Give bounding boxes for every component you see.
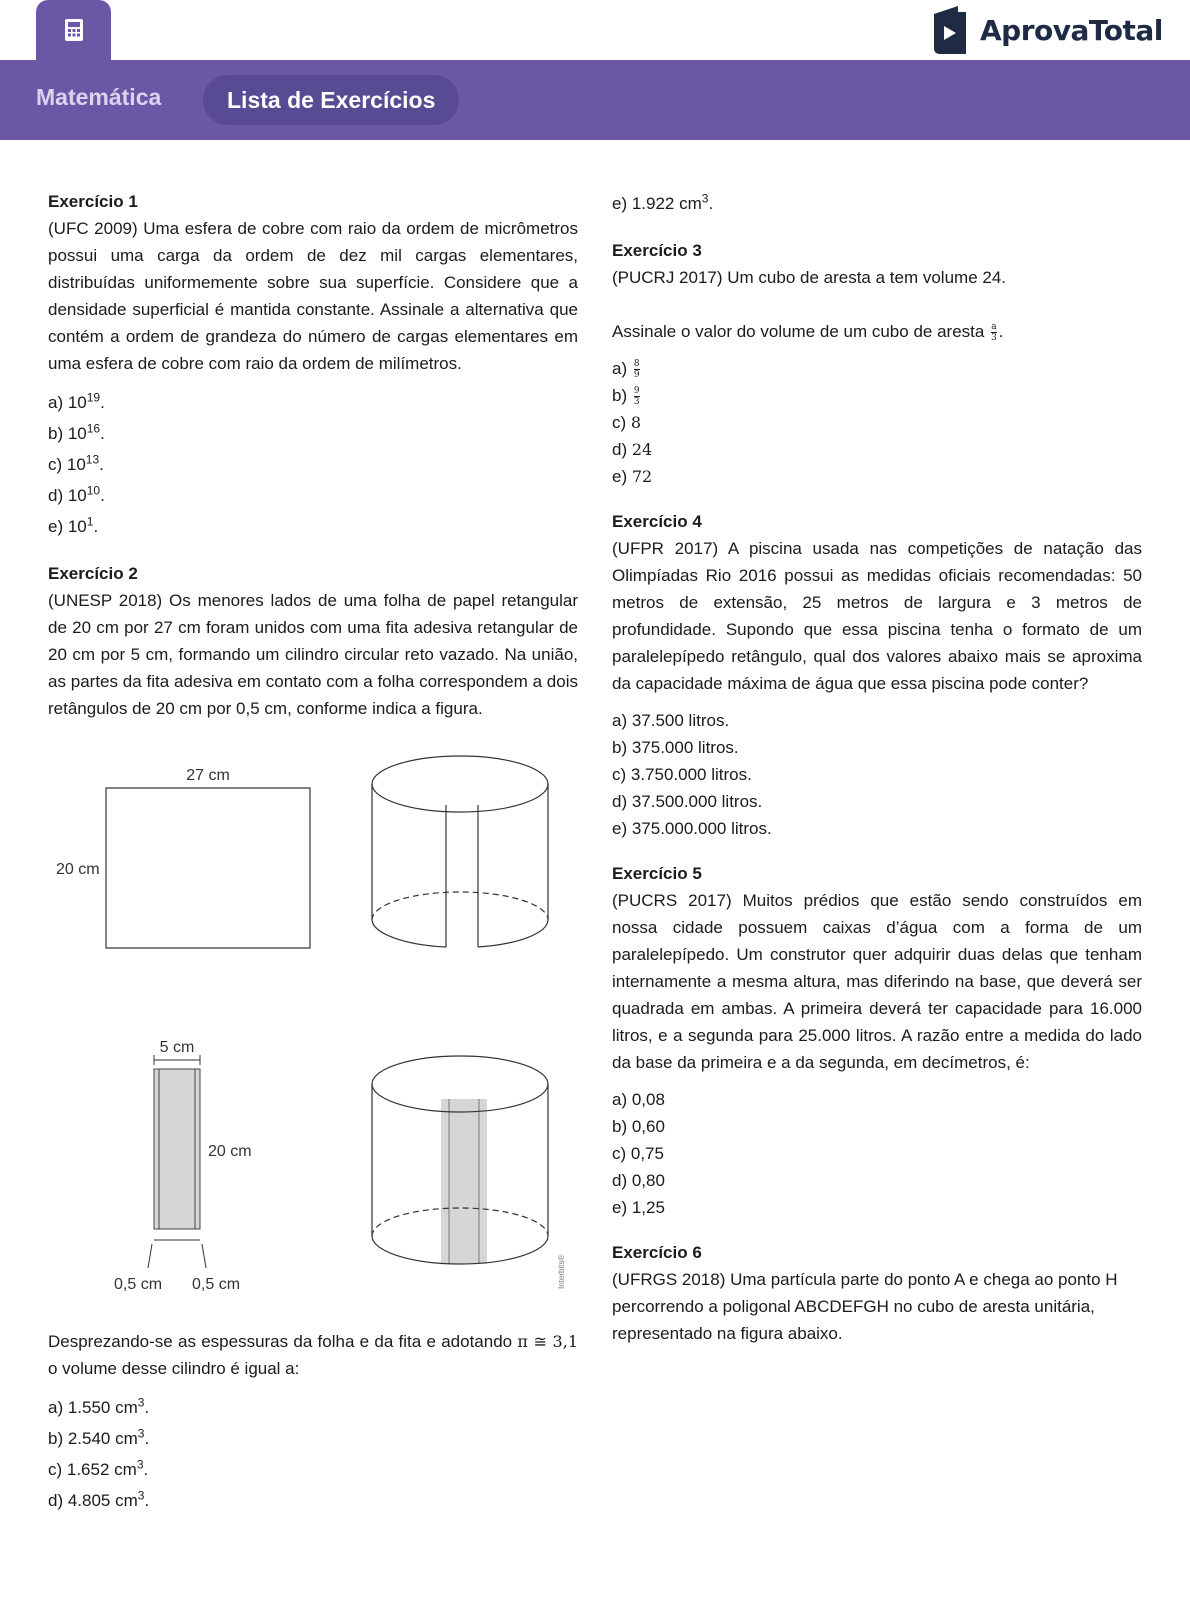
option-e: e) 72 — [612, 467, 653, 486]
option-a: a) 37.500 litros. — [612, 711, 730, 730]
exercise-2-text: (UNESP 2018) Os menores lados de uma folha de papel retangular de 20 cm por 27 cm foram unidos com uma fita adesiva retangular de 20 cm por 5 cm, formando um cilindro circular reto vazado. Na união, as partes da fita adesiva em contato com a folha correspondem a dois retângulos de 20 cm por 0,5 cm, conforme indica a figura. — [48, 591, 578, 718]
exercise-2-question: Desprezando-se as espessuras da folha e da fita e adotando π ≅ 3,1 o volume desse cilindro é igual a: — [48, 1332, 578, 1378]
exercise-2-options — [48, 1392, 578, 1516]
tape-width-label: 5 cm — [159, 1039, 195, 1056]
option-e: e) 375.000.000 litros. — [612, 819, 772, 838]
sheet-height-label: 20 cm — [56, 861, 100, 878]
option-c: c) 1.652 $cm^3$. — [48, 1457, 149, 1479]
option-c: c) 3.750.000 litros. — [612, 765, 752, 784]
option-a: a) $10^{19}$. — [48, 390, 105, 412]
tape-height-label: 20 cm — [208, 1143, 252, 1160]
option-d: d) 0,80 — [612, 1171, 665, 1190]
right-column — [612, 188, 1142, 1347]
option-c: c) 8 — [612, 413, 642, 432]
brand-logo[interactable] — [932, 4, 1163, 56]
cylinder-figure — [48, 744, 578, 1314]
overlap-right-label: 0,5 cm — [192, 1276, 241, 1293]
option-a: a) 0,08 — [612, 1090, 665, 1109]
exercise-6-text: (UFRGS 2018) Uma partícula parte do ponto A e chega ao ponto H percorrendo a poligonal ABCDEFGH no cubo de aresta unitária, representado na figura abaixo. — [612, 1270, 1118, 1343]
exercise-3-title: Exercício 3 — [612, 241, 702, 260]
option-a: a) 1.550 $cm^3$. — [48, 1395, 150, 1417]
exercise-5-title: Exercício 5 — [612, 864, 702, 883]
option-c: c) 0,75 — [612, 1144, 664, 1163]
brand-name: AprovaTotal — [980, 13, 1163, 47]
exercise-4-text: (UFPR 2017) A piscina usada nas competições de natação das Olimpíadas Rio 2016 possui as medidas oficiais recomendadas: 50 metros de extensão, 25 metros de largura e 3 metros de profundidade. Supondo que essa piscina tenha o formato de um paralelepípedo retângulo, qual dos valores abaixo mais se aproxima da capacidade máxima de água que essa piscina pode conter? — [612, 539, 1142, 693]
subject-title: Matemática — [36, 84, 162, 110]
option-e: e) 1,25 — [612, 1198, 665, 1217]
option-e: e) $10^1$. — [48, 514, 99, 536]
calculator-icon — [64, 18, 84, 42]
option-a: a) $\frac{8}{9}$ — [612, 359, 640, 381]
exercise-1-title: Exercício 1 — [48, 192, 138, 211]
option-d: d) 4.805 $cm^3$. — [48, 1488, 150, 1510]
exercise-4-title: Exercício 4 — [612, 512, 702, 531]
tape-strip — [154, 1069, 200, 1229]
calculator-tab[interactable] — [36, 0, 111, 60]
exercise-6-title: Exercício 6 — [612, 1243, 702, 1262]
open-cylinder — [372, 756, 548, 947]
book-logo-icon — [932, 4, 968, 56]
option-d: d) 24 — [612, 440, 653, 459]
option-c: c) $10^{13}$. — [48, 452, 104, 474]
closed-cylinder — [372, 1056, 548, 1264]
exercise-3-text: (PUCRJ 2017) Um cubo de aresta a tem volume 24. — [612, 268, 1007, 287]
pi-approximation: π ≅ 3,1 — [517, 1332, 578, 1351]
exercise-5-text: (PUCRS 2017) Muitos prédios que estão sendo construídos em nossa cidade possuem caixas d’água com a forma de um paralelepípedo. Um construtor quer adquirir duas delas que tenham internamente a mesma altura, mas diferindo na base, que deverá ser quadrada em ambas. A primeira deverá ter capacidade para 16.000 litros, e a segunda para 25.000 litros. A razão entre a medida do lado da base da primeira e a da segunda, em decímetros, é: — [612, 891, 1142, 1072]
exercise-3-question: Assinale o valor do volume de um cubo de aresta $\frac{a}{3}$ . — [612, 322, 1004, 344]
section-pill: Lista de Exercícios — [203, 75, 459, 125]
top-bar — [0, 0, 1190, 60]
exercise-1-options — [48, 387, 578, 542]
option-b: b) $10^{16}$. — [48, 421, 105, 443]
exercise-2-title: Exercício 2 — [48, 564, 138, 583]
option-b: b) 2.540 $cm^3$. — [48, 1426, 150, 1448]
option-d: d) 37.500.000 litros. — [612, 792, 763, 811]
fraction-a-over-3: $\frac{a}{3}$ — [991, 322, 997, 344]
option-d: d) $10^{10}$. — [48, 483, 105, 505]
sheet-width-label: 27 cm — [186, 767, 230, 784]
left-column — [48, 188, 578, 1516]
exercise-5-options — [612, 1086, 1142, 1221]
option-b: b) 375.000 litros. — [612, 738, 739, 757]
option-b: b) 0,60 — [612, 1117, 665, 1136]
overlap-left-label: 0,5 cm — [114, 1276, 163, 1293]
paper-sheet — [106, 788, 310, 948]
figure-credit: Interbits® — [557, 1254, 566, 1289]
exercise-4-options — [612, 707, 1142, 842]
header-bar — [0, 60, 1190, 140]
exercise-3-options — [612, 355, 1142, 490]
exercise-2-option-e: e) 1.922 $cm^3$. — [612, 191, 714, 213]
exercise-1-text: (UFC 2009) Uma esfera de cobre com raio da ordem de micrômetros possui uma carga da ordem de dez mil cargas elementares, distribuídas uniformemente sobre sua superfície. Considere que a densidade superficial é mantida constante. Assinale a alternativa que contém a ordem de grandeza do número de cargas elementares em uma esfera de cobre com raio da ordem de milímetros. — [48, 219, 578, 373]
option-b: b) $\frac{9}{3}$ — [612, 386, 640, 408]
